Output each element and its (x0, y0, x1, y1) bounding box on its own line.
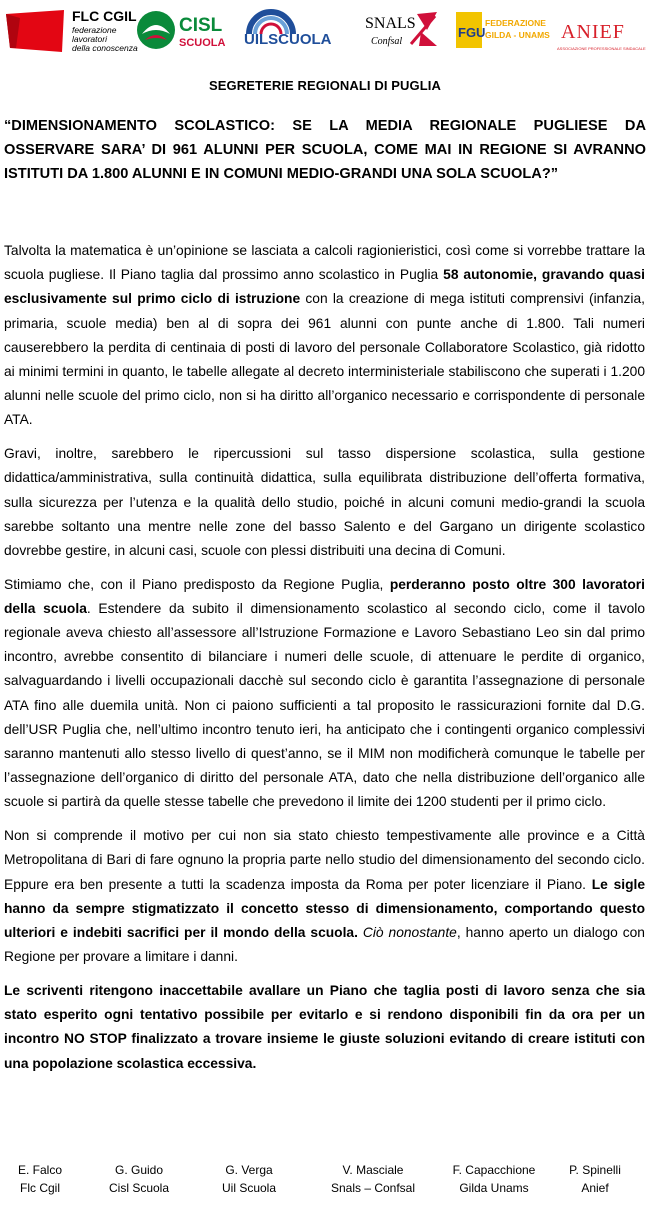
snals-name: SNALS (365, 15, 416, 32)
uil-name: UILSCUOLA (244, 31, 332, 48)
flc-cgil-line1: federazione (72, 25, 117, 35)
flc-cgil-line2: lavoratori (72, 34, 107, 44)
signature-name: G. Guido (114, 1163, 164, 1177)
flc-cgil-name: FLC CGIL (72, 8, 137, 24)
gilda-line1: FEDERAZIONE (485, 18, 546, 28)
cisl-scuola-logo (136, 4, 236, 56)
signature-1 (0, 1161, 95, 1197)
signature-4 (318, 1161, 428, 1197)
paragraph-3 (4, 573, 645, 815)
logo-bar (0, 0, 650, 60)
cisl-sub: SCUOLA (179, 37, 226, 49)
flc-cgil-line3: della conoscenza (72, 43, 138, 53)
p1-text-c: con la creazione di mega istituti comprensivi (infanzia, primaria, scuole media) ben al di sopra dei 961 alunni con punte anche di 1.800. Tali numeri causerebbero la perdita di centinaia di posti di lavoro del personale Collaboratore Scolastico, già ridotto ai minimi termini in quanto, le tabelle allegate al decreto interministeriale stabiliscono che superati i 1.200 alunni nelle scuole del primo ciclo, non si ha diritto all’organico necessario e corrispondente di personale ATA. (4, 291, 646, 428)
anief-logo (555, 4, 647, 56)
p3-text-a: Stimiamo che, con il Piano predisposto da Regione Puglia, (4, 576, 390, 592)
document-body (4, 239, 645, 1085)
p4-bold: Le sigle hanno da sempre stigmatizzato il concetto stesso di dimensionamento, comportando questo ulteriori e indebiti sacrifici per il mondo della scuola. (4, 876, 646, 940)
p5-bold: Le scriventi ritengono inaccettabile avallare un Piano che taglia posti di lavoro senza che sia stato esperito ogni tentativo possibile per evitarlo e si rendono disponibili fin da ora per un incontro NO STOP finalizzato a trovare insieme le giuste soluzioni evitando di creare istituti con una popolazione scolastica eccessiva. (4, 982, 645, 1071)
paragraph-5 (4, 979, 645, 1076)
anief-name: ANIEF (561, 21, 625, 43)
signature-org: Uil Scuola (221, 1181, 277, 1195)
signature-3 (194, 1161, 304, 1197)
p1-bold: 58 autonomie, gravando quasi esclusivamente sul primo ciclo di istruzione (4, 267, 645, 307)
signature-5 (439, 1161, 549, 1197)
document-title: “DIMENSIONAMENTO SCOLASTICO: SE LA MEDIA REGIONALE PUGLIESE DA OSSERVARE SARA’ DI 961 ALUNNI PER SCUOLA, COME MAI IN REGIONE SI AVRANNO ISTITUTI DA 1.800 ALUNNI E IN COMUNI MEDIO-GRANDI UNA SOLA SCUOLA?” (4, 118, 646, 183)
p4-text-e: , hanno aperto un dialogo con Regione per provare a limitare i danni. (4, 924, 645, 965)
anief-sub: ASSOCIAZIONE PROFESSIONALE SINDACALE (557, 46, 646, 51)
signature-org: Anief (581, 1181, 609, 1195)
signature-org: Cisl Scuola (108, 1181, 170, 1195)
page-heading: SEGRETERIE REGIONALI DI PUGLIA (209, 78, 441, 93)
p4-text-a: Non si comprende il motivo per cui non sia stato chiesto tempestivamente alle province e a Città Metropolitana di Bari di fare ognuno la propria parte nello studio del dimensionamento del secondo ciclo. Eppure era ben presente a tutti la scadenza imposta da Roma per poter licenziare il Piano. (4, 828, 645, 892)
signature-name: G. Verga (225, 1163, 273, 1177)
paragraph-4 (4, 824, 645, 969)
signature-name: V. Masciale (342, 1163, 404, 1177)
gilda-mark: FGU (458, 25, 486, 40)
signature-org: Flc Cgil (19, 1181, 60, 1195)
snals-logo (361, 4, 441, 56)
p4-italic: Ciò nonostante (362, 924, 457, 940)
p3-text-c: . Estendere da subito il dimensionamento scolastico al secondo ciclo, come il tavolo regionale aveva chiesto all’assessore all’Istruzione Formazione e Lavoro Sebastiano Leo sin dal primo incontro, avrebbe consentito di bilanciare i numeri delle scuole, di attenuare le perdite di organico, salvaguardando i livelli occupazionali dacchè sul secondo ciclo è garantita l’assegnazione di personale ATA fino alle duemila unità. Non ci paiono sufficienti a tal proposito le rassicurazioni fornite dal D.G. dell’USR Puglia che, nell’ultimo incontro tenuto ieri, ha anticipato che i contingenti organico complessivi saranno mantenuti allo stesso livello di quest’anno, se il MIM non modificherà comunque le tabelle per l’assegnazione dell’organico di diritto del personale ATA, dato che nella distribuzione dell’organico alle scuole si partirà da quelle stesse tabelle che prevedono il limite dei 1200 studenti per il primo ciclo. (4, 600, 645, 810)
signature-name: P. Spinelli (569, 1163, 621, 1177)
gilda-line2: GILDA - UNAMS (485, 30, 550, 40)
signature-name: E. Falco (17, 1163, 62, 1177)
flc-cgil-logo (4, 4, 138, 56)
signature-org: Gilda Unams (459, 1181, 529, 1195)
uil-scuola-logo (241, 4, 347, 56)
gilda-unams-logo (454, 4, 550, 56)
p1-text-a: Talvolta la matematica è un’opinione se lasciata a calcoli ragionieristici, così come si vorrebbe trattare la scuola pugliese. Il Piano taglia dal prossimo anno scolastico in Puglia (4, 243, 645, 283)
signatures (0, 1161, 650, 1201)
paragraph-2: Gravi, inoltre, sarebbero le ripercussioni sul tasso dispersione scolastica, sulla gestione didattica/amministrativa, sulla continuità didattica, sulla equilibrata distribuzione dell’offerta formativa, sulla sicurezza per l’utenza e la qualità dello studio, poiché in alcuni comuni medio-grandi la scuola sarebbe soltanto una mentre nelle zone del basso Salento e del Gargano un dirigente scolastico dovrebbe gestire, in alcuni casi, scuole con plessi distribuiti una decina di Comuni. (4, 446, 645, 558)
signature-org: Snals – Confsal (330, 1181, 416, 1195)
cisl-name: CISL (179, 15, 223, 36)
paragraph-1 (4, 239, 645, 433)
signature-name: F. Capacchione (452, 1163, 536, 1177)
signature-6 (540, 1161, 650, 1197)
snals-sub: Confsal (371, 36, 403, 47)
signature-2 (84, 1161, 194, 1197)
p3-bold: perderanno posto oltre 300 lavoratori della scuola (4, 576, 645, 616)
